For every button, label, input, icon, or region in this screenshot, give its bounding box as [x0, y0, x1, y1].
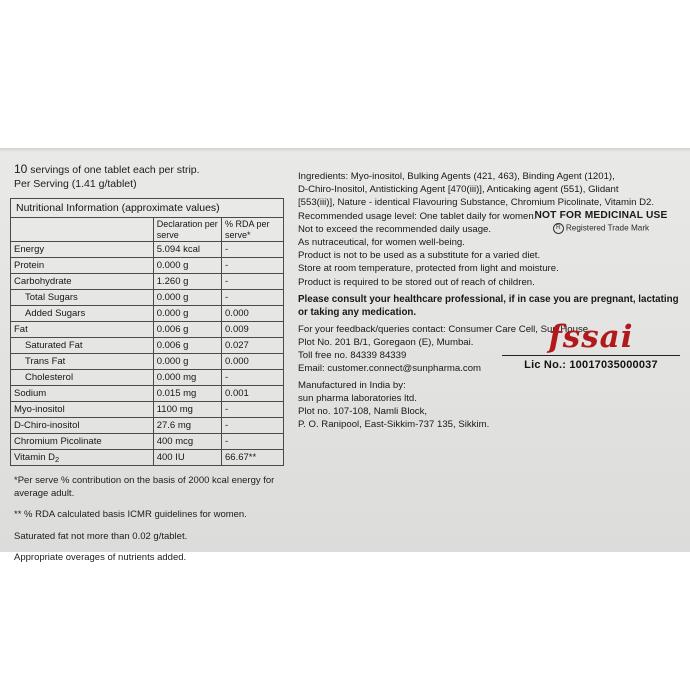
nutrient-declaration: 0.000 g	[153, 354, 221, 370]
nutrient-declaration: 5.094 kcal	[153, 242, 221, 258]
nutrient-declaration: 400 IU	[153, 450, 221, 466]
nutrient-name: Cholesterol	[11, 370, 153, 386]
nutrient-rda: 0.027	[222, 338, 283, 354]
nutrient-name: D-Chiro-inositol	[11, 418, 153, 434]
not-for-medicinal-use-block	[518, 210, 684, 234]
table-row	[11, 242, 283, 258]
manufacturer-line-0: Manufactured in India by:	[298, 379, 406, 391]
table-row	[11, 370, 283, 386]
nutrient-name: Myo-inositol	[11, 402, 153, 418]
table-row	[11, 402, 283, 418]
nutrient-declaration: 400 mcg	[153, 434, 221, 450]
healthcare-professional-note: Please consult your healthcare professional, if in case you are pregnant, lactating or taking any medication.	[298, 293, 679, 318]
usage-limit: Not to exceed the recommended daily usage.	[298, 223, 492, 235]
nutrition-column	[10, 162, 292, 565]
table-row	[11, 338, 283, 354]
not-substitute-note: Product is not to be used as a substitute for a varied diet.	[298, 250, 541, 262]
header-rda: % RDA per serve*	[222, 218, 283, 242]
nutrient-rda: -	[222, 434, 283, 450]
table-row	[11, 322, 283, 338]
header-nutrient	[11, 218, 153, 242]
table-row	[11, 434, 283, 450]
nutrient-name: Fat	[11, 322, 153, 338]
nutrient-declaration: 27.6 mg	[153, 418, 221, 434]
nutrient-name: Total Sugars	[11, 290, 153, 306]
table-row	[11, 258, 283, 274]
nutrient-rda: -	[222, 370, 283, 386]
nutrient-rda: 0.000	[222, 306, 283, 322]
footnote-0: *Per serve % contribution on the basis of 2000 kcal energy for average adult.	[14, 475, 275, 499]
table-row	[11, 354, 283, 370]
nutrient-name: Carbohydrate	[11, 274, 153, 290]
registered-trade-mark-text: Registered Trade Mark	[565, 223, 650, 233]
fssai-license-number: Lic No.: 10017035000037	[524, 359, 658, 371]
nutrient-name: Chromium Picolinate	[11, 434, 153, 450]
nutrient-rda: -	[222, 402, 283, 418]
serving-info	[14, 162, 292, 191]
nutrient-name: Saturated Fat	[11, 338, 153, 354]
toll-free-number: Toll free no. 84339 84339	[298, 350, 407, 362]
manufacturer-block	[298, 379, 680, 432]
registered-mark-icon: R	[553, 223, 564, 234]
table-row	[11, 386, 283, 402]
usage-level: Recommended usage level: One tablet daily for women.	[298, 210, 537, 222]
fssai-block	[502, 320, 680, 371]
ingredients-line-1: D-Chiro-Inositol, Antisticking Agent [470(iii)], Anticaking agent (551), Glidant	[298, 184, 619, 196]
nutrient-name: Sodium	[11, 386, 153, 402]
contact-line-1: Plot No. 201 B/1, Goregaon (E), Mumbai.	[298, 337, 474, 349]
footnotes	[14, 475, 292, 565]
ingredients-block	[298, 170, 680, 319]
footnote-2: Saturated fat not more than 0.02 g/tablet.	[14, 530, 188, 542]
nutrient-name: Energy	[11, 242, 153, 258]
nutrient-name: Vitamin $D_2$	[11, 450, 153, 466]
nutrient-declaration: 1.260 g	[153, 274, 221, 290]
table-header-row	[11, 218, 283, 242]
storage-note: Store at room temperature, protected from light and moisture.	[298, 263, 559, 275]
nutrition-table-box	[10, 198, 284, 466]
manufacturer-name: sun pharma laboratories ltd.	[298, 392, 417, 404]
nutrient-rda: -	[222, 258, 283, 274]
nutrient-rda: 0.000	[222, 354, 283, 370]
keep-away-children-note: Product is required to be stored out of reach of children.	[298, 276, 535, 288]
nutrition-table-title: Nutritional Information (approximate values)	[11, 199, 283, 218]
table-row	[11, 290, 283, 306]
table-row	[11, 306, 283, 322]
nutrient-rda: -	[222, 418, 283, 434]
manufacturer-address-1: Plot no. 107-108, Namli Block,	[298, 406, 428, 418]
nutrient-declaration: 1100 mg	[153, 402, 221, 418]
nutrient-declaration: 0.015 mg	[153, 386, 221, 402]
registered-trade-mark-line	[518, 223, 684, 234]
nutrition-table	[11, 218, 283, 465]
nutrient-declaration: 0.006 g	[153, 322, 221, 338]
table-row	[11, 418, 283, 434]
contact-email: Email: customer.connect@sunpharma.com	[298, 363, 482, 375]
nutrient-rda: 0.009	[222, 322, 283, 338]
nutraceutical-note: As nutraceutical, for women well-being.	[298, 237, 465, 249]
fssai-divider	[502, 355, 680, 356]
not-for-medicinal-use-text: NOT FOR MEDICINAL USE	[534, 210, 668, 221]
nutrient-rda: -	[222, 274, 283, 290]
nutrient-name: Trans Fat	[11, 354, 153, 370]
contact-line-0: For your feedback/queries contact: Consumer Care Cell, Sun House,	[298, 323, 591, 335]
product-label-panel	[0, 148, 690, 563]
header-declaration: Declaration per serve	[153, 218, 221, 242]
per-serving: Per Serving (1.41 g/tablet)	[14, 178, 137, 190]
table-row	[11, 274, 283, 290]
nutrient-rda: 66.67**	[225, 451, 257, 463]
nutrient-name: Added Sugars	[11, 306, 153, 322]
footnote-1: ** % RDA calculated basis ICMR guidelines for women.	[14, 509, 247, 520]
nutrient-declaration: 0.000 g	[153, 258, 221, 274]
nutrient-declaration: 0.000 g	[153, 306, 221, 322]
ingredients-line-2: [553(iii)], Nature - identical Flavouring Substance, Chromium Picolinate, Vitamin D2.	[298, 197, 655, 209]
manufacturer-address-2: P. O. Ranipool, East-Sikkim-737 135, Sikkim.	[298, 419, 490, 431]
nutrient-declaration: 0.006 g	[153, 338, 221, 354]
nutrient-rda: -	[222, 242, 283, 258]
nutrient-declaration: 0.000 mg	[153, 370, 221, 386]
ingredients-line-0: Ingredients: Myo-inositol, Bulking Agents (421, 463), Binding Agent (1201),	[298, 171, 615, 182]
nutrient-rda: -	[222, 290, 283, 306]
nutrient-name: Protein	[11, 258, 153, 274]
servings-per-strip: 10 servings of one tablet each per strip.	[14, 162, 200, 176]
nutrient-declaration: 0.000 g	[153, 290, 221, 306]
fssai-logo: fssai	[548, 319, 634, 355]
footnote-3: Appropriate overages of nutrients added.	[14, 552, 187, 563]
table-row	[11, 450, 283, 466]
nutrient-rda: 0.001	[222, 386, 283, 402]
